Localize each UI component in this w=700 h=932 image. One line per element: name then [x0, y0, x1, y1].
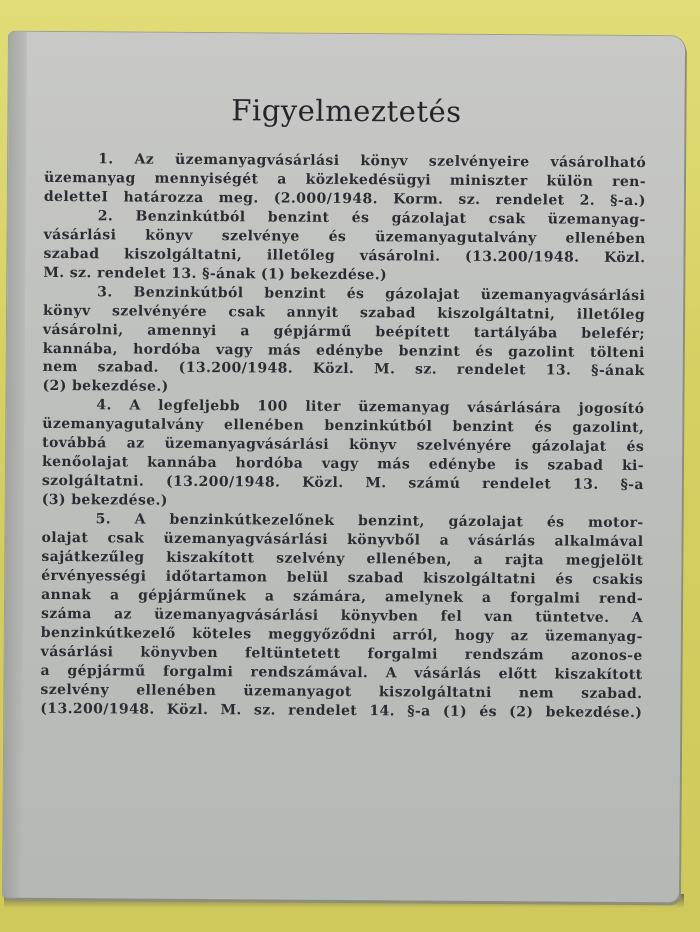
- text-line: (3) bekezdése.): [41, 492, 168, 509]
- text-line: benzinkútkezelő köteles meggyőződni arról, hogy az üzemanyag-: [40, 624, 643, 645]
- text-line: nem szabad. (13.200/1948. Közl. M. sz. rendelet 13. §-ának: [42, 359, 645, 380]
- text-line: a gépjármű forgalmi rendszámával. A vásárlás előtt kiszakított: [40, 662, 643, 683]
- text-line: szolgáltatni. (13.200/1948. Közl. M. számú rendelet 13. §-a: [41, 473, 644, 494]
- paragraph-1: [44, 150, 646, 211]
- text-line: továbbá az üzemanyagvásárlási könyv szelvényére gázolajat és: [42, 435, 645, 456]
- text-line: (2) bekezdése.): [42, 378, 169, 396]
- paragraph-3: [42, 283, 645, 401]
- text-line: deletteI határozza meg. (2.000/1948. Korm. sz. rendelet 2. §-a.): [43, 188, 646, 210]
- paragraph-5: [40, 510, 643, 723]
- text-line: vásárlási könyvben feltüntetett forgalmi rendszám azonos-e: [40, 643, 643, 664]
- text-line: üzemanyagutalvány ellenében benzinkútból benzint és gazolint,: [42, 416, 645, 437]
- text-line: (13.200/1948. Közl. M. sz. rendelet 14. §-a (1) és (2) bekezdése.): [40, 700, 643, 721]
- text-line: könyv szelvényére csak annyit szabad kiszolgáltatni, illetőleg: [43, 302, 646, 323]
- text-line: szabad kiszolgáltatni, illetőleg vásárolni. (13.200/1948. Közl.: [43, 245, 646, 266]
- text-line: 4. A legfeljebb 100 liter üzemanyag vásárlására jogosító: [96, 397, 645, 418]
- text-line: szelvény ellenében üzemanyagot kiszolgáltatni nem szabad.: [40, 681, 643, 702]
- notice-body: [40, 150, 646, 723]
- text-line: annak a gépjárműnek a számára, amelynek a forgalmi rend-: [41, 586, 644, 608]
- text-line: vásárlási könyv szelvénye és üzemanyagutalvány ellenében: [43, 226, 646, 247]
- document-page: [3, 32, 685, 903]
- text-line: 3. Benzinkútból benzint és gázolajat üzemanyagvásárlási: [97, 283, 646, 304]
- text-line: 2. Benzinkútból benzint és gázolajat csak üzemanyag-: [97, 208, 646, 228]
- text-line: kenőolajat kannába hordóba vagy más edénybe is szabad ki-: [41, 454, 645, 475]
- text-line: olajat csak üzemanyagvásárlási könyvből a vásárlás alkalmával: [41, 529, 644, 551]
- text-line: kannába, hordóba vagy más edénybe benzint és gazolint tölteni: [42, 340, 645, 361]
- text-line: száma az üzemanyagvásárlási könyvben fel van tüntetve. A: [40, 605, 644, 626]
- text-line: érvényességi időtartamon belül szabad kiszolgáltatni és csakis: [41, 567, 644, 589]
- paragraph-4: [42, 396, 645, 514]
- text-line: M. sz. rendelet 13. §-ának (1) bekezdése.): [43, 264, 388, 284]
- paragraph-2: [43, 207, 646, 287]
- page-title: Figyelmeztetés: [231, 93, 462, 129]
- text-line: sajátkezűleg kiszakított szelvény ellenében, a rajta megjelölt: [41, 548, 644, 570]
- text-line: 5. A benzinkútkezelőnek benzint, gázolajat és motor-: [95, 511, 644, 532]
- text-line: 1. Az üzemanyagvásárlási könyv szelvényeire vásárolható: [98, 151, 647, 172]
- text-line: üzemanyag mennyiségét a közlekedésügyi miniszter külön ren-: [43, 169, 647, 191]
- text-line: vásárolni, amennyi a gépjármű beépített tartályába belefér;: [42, 321, 645, 342]
